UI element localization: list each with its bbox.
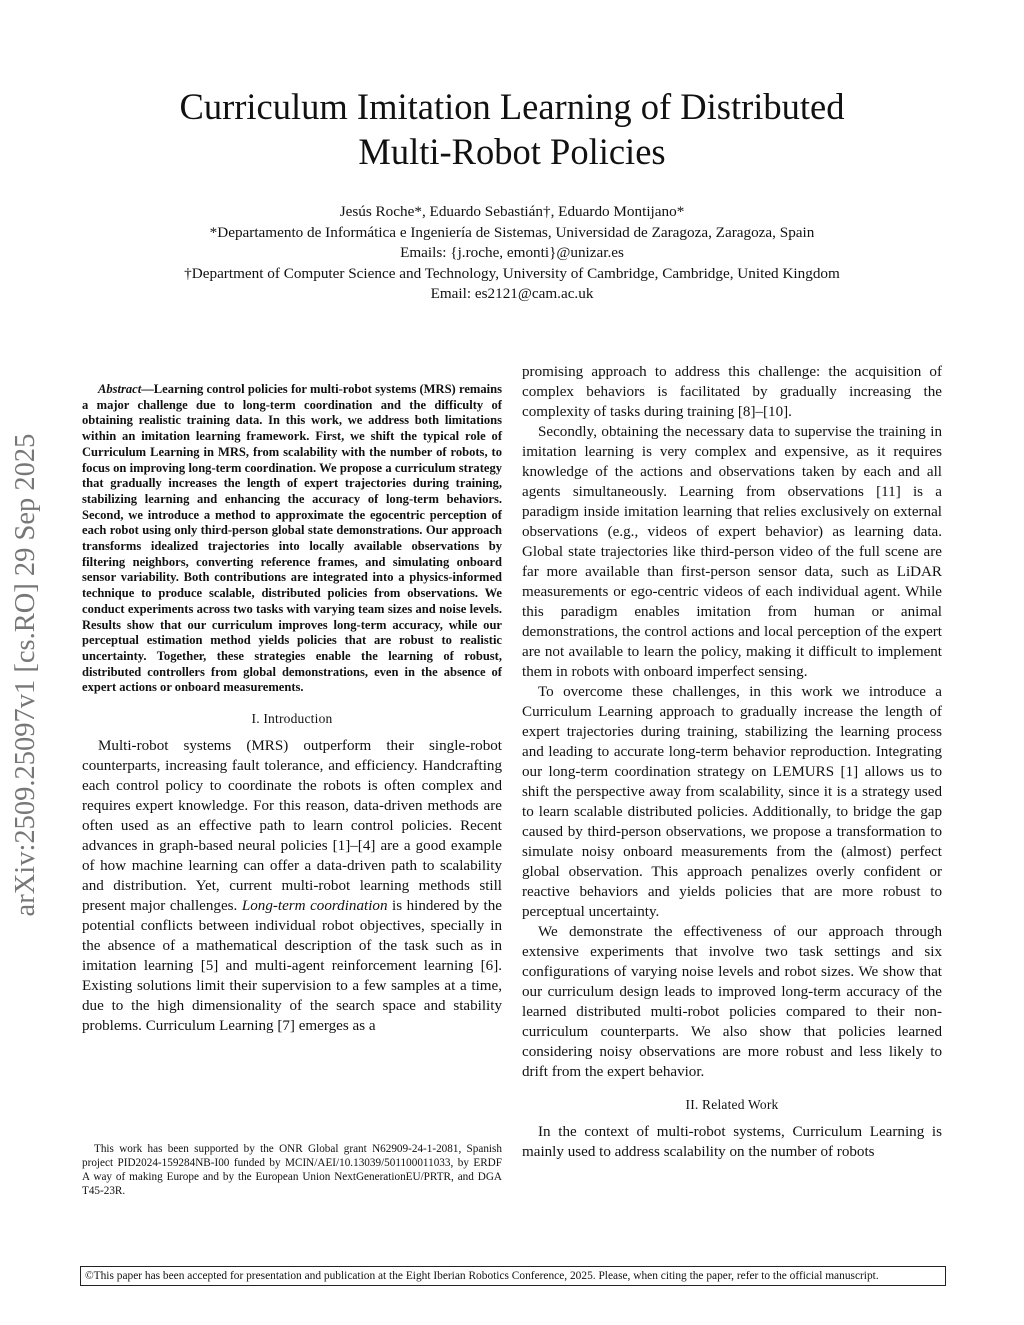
intro-text-2: is hindered by the potential conflicts between individual robot objectives, specially in the absence of a mathematical description of the task such as in imitation learning [5] and multi-agent reinforcement learning [6]. Existing solutions limit their supervision to a few samples at a time, due to the high dimensionality of the search space and stability problems. Curriculum Learning [7] emerges as a: [82, 898, 502, 1035]
affiliation-cambridge: †Department of Computer Science and Technology, University of Cambridge, Cambridge, United Kingdom: [184, 264, 840, 282]
abstract-text: —Learning control policies for multi-robot systems (MRS) remains a major challenge due to long-term coordination and the difficulty of obtaining realistic training data. In this work, we address both limitations within an imitation learning framework. First, we shift the typical role of Curriculum Learning in MRS, from scalability with the number of robots, to focus on improving long-term coordination. We propose a curriculum strategy that gradually increases the length of expert trajectories during training, stabilizing learning and enhancing the accuracy of long-term behaviors. Second, we introduce a method to approximate the egocentric perception of each robot using only third-person global state demonstrations. Our approach transforms idealized trajectories into locally available observations by filtering neighbors, converting reference frames, and simulating onboard sensor variability. Both contributions are integrated into a physics-informed technique to produce scalable, distributed policies from observations. We conduct experiments across two tasks with varying team sizes and noise levels. Results show that our curriculum improves long-term accuracy, while our perceptual estimation method yields policies that are robust to realistic uncertainty. Together, these strategies enable the learning of robust, distributed controllers from global demonstrations, even in the absence of expert actions or onboard measurements.: [82, 382, 502, 695]
intro-emphasis: Long-term coordination: [241, 898, 388, 915]
right-paragraph-2: Secondly, obtaining the necessary data to supervise the training in imitation learning is very complex and expensive, as it requires knowledge of the actions and observations taken by each and all agents simultaneously. Learning from observations [11] is a paradigm inside imitation learning that relies exclusively on external observations (e.g., videos of expert behavior) as learning data. Global state trajectories like third-person video of the full scene are far more available than first-person sensor data, such as LiDAR measurements or ego-centric videos of each individual agent. While this paradigm enables imitation from human or animal demonstrations, the control actions and local perception of the expert are not available to learn the policy, making it difficult to implement them in robots with onboard imperfect sensing.: [522, 424, 942, 680]
funding-footnote: This work has been supported by the ONR Global grant N62909-24-1-2081, Spanish project PID2024-159284NB-I00 funded by MCIN/AEI/10.13039/501100011033, by ERDF A way of making Europe and by the European Union NextGenerationEU/PRTR, and DGA T45-23R.: [82, 1143, 502, 1197]
right-paragraph-3: To overcome these challenges, in this work we introduce a Curriculum Learning approach to gradually increase the length of expert trajectories during training, stabilizing the learning process and leading to accurate long-term behavior reproduction. Integrating our long-term coordination strategy on LEMURS [1] allows us to shift the perspective away from scalability, since it is a strategy used to learn scalable distributed policies. Additionally, to bridge the gap caused by third-person observations, we propose a transformation to simulate noisy onboard measurements from the (almost) perfect global observation. This approach penalizes overly confident or reactive behaviors and yields policies that are more robust to perceptual uncertainty.: [522, 684, 942, 920]
title-line-2: Multi-Robot Policies: [358, 131, 666, 172]
abstract-label: Abstract: [98, 382, 142, 396]
arxiv-identifier: arXiv:2509.25097v1 [cs.RO] 29 Sep 2025: [10, 433, 41, 917]
right-column: [522, 362, 942, 1162]
left-column: [82, 382, 502, 1036]
copyright-notice: ©This paper has been accepted for presentation and publication at the Eight Iberian Robotics Conference, 2025. Please, when citing the paper, refer to the official manuscript.: [80, 1266, 946, 1286]
intro-text-1: Multi-robot systems (MRS) outperform their single-robot counterparts, increasing fault tolerance, and efficiency. Handcrafting each control policy to coordinate the robots is often complex and requires expert knowledge. For this reason, data-driven methods are often used as an effective path to learn control policies. Recent advances in graph-based neural policies [1]–[4] are a good example of how machine learning can offer a data-driven path to scalability and distribution. Yet, current multi-robot learning methods still present major challenges.: [82, 738, 502, 915]
section-heading-introduction: I. Introduction: [251, 711, 333, 727]
intro-paragraph: [82, 736, 502, 1036]
right-paragraph-5: In the context of multi-robot systems, Curriculum Learning is mainly used to address scalability on the number of robots: [522, 1124, 942, 1160]
title-line-1: Curriculum Imitation Learning of Distributed: [179, 86, 845, 127]
affiliation-zaragoza: *Departamento de Informática e Ingeniería de Sistemas, Universidad de Zaragoza, Zaragoza, Spain: [209, 223, 815, 241]
section-heading-related-work: II. Related Work: [685, 1097, 779, 1112]
right-paragraph-4: We demonstrate the effectiveness of our approach through extensive experiments that involve two task settings and six configurations of varying noise levels and robot sizes. We show that our curriculum design leads to improved long-term accuracy of the learned distributed multi-robot policies compared to their non-curriculum counterparts. We also show that policies learned considering noisy observations are more robust and less likely to drift from the expert behavior.: [522, 924, 942, 1080]
arxiv-sidebar: [2, 370, 50, 980]
right-paragraph-continued: promising approach to address this challenge: the acquisition of complex behaviors is facilitated by gradually increasing the complexity of tasks during training [8]–[10].: [522, 364, 942, 420]
emails-zaragoza: Emails: {j.roche, emonti}@unizar.es: [400, 244, 624, 262]
author-names: Jesús Roche*, Eduardo Sebastián†, Eduardo Montijano*: [339, 203, 685, 220]
author-block: [100, 202, 924, 305]
email-cambridge: Email: es2121@cam.ac.uk: [430, 285, 594, 303]
abstract: [82, 382, 502, 696]
paper-title: [100, 84, 924, 174]
